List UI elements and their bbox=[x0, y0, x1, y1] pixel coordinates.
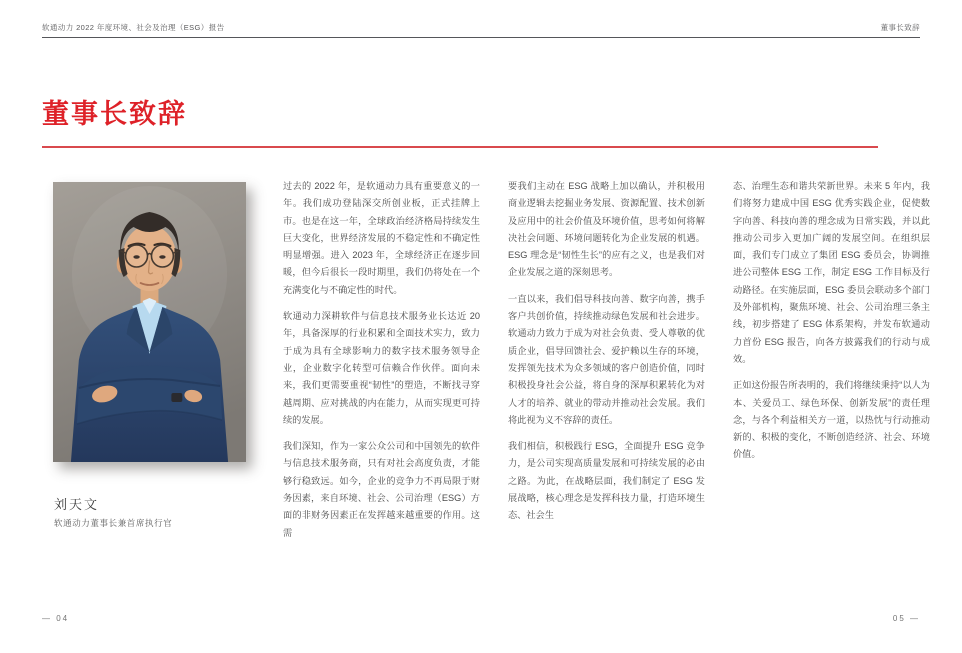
chairman-job-title: 软通动力董事长兼首席执行官 bbox=[54, 518, 173, 528]
paragraph: 正如这份报告所表明的，我们将继续秉持“以人为本、关爱员工、绿色环保、创新发展”的责任理念，与各个利益相关方一道，以热忱与行动推动新的、积极的变化，不断创造经济、社会、环境价值。 bbox=[733, 380, 930, 460]
running-header-section: 董事长致辞 bbox=[880, 23, 920, 32]
chairman-photo bbox=[53, 182, 246, 462]
page-number-right: 05 — bbox=[892, 614, 920, 623]
page-number-left: — 04 bbox=[42, 614, 70, 623]
chairman-name: 刘天文 bbox=[54, 497, 100, 512]
paragraph: 态、治理生态和谐共荣新世界。未来 5 年内，我们将努力建成中国 ESG 优秀实践企业，促使数字向善、科技向善的理念成为日常实践，并以此推动公司步入更加广阔的发展空间。在组织层面，我们专门成立了集团 ESG 委员会，协调推进公司整体 ESG 工作，制定 ESG 工作目标及行动路径。在实施层面，ESG 委员会联动多个部门及外部机构，聚焦环境、社会、公司治理三条主线，初步搭建了 ESG 体系架构，并发布软通动力首份 ESG 报告，向各方披露我们的行动与成效。 bbox=[733, 181, 930, 364]
running-header-report-title: 软通动力 2022 年度环境、社会及治理（ESG）报告 bbox=[42, 23, 225, 32]
paragraph: 过去的 2022 年，是软通动力具有重要意义的一年。我们成功登陆深交所创业板，正式挂牌上市。也是在这一年，全球政治经济格局持续发生巨大变化，世界经济发展的不稳定性和不确定性明显增强。进入 2023 年，全球经济正在逐步回暖，但今后很长一段时期里，我们仍将处在一个充满变化与不确定性的时代。 bbox=[283, 181, 480, 295]
paragraph: 一直以来，我们倡导科技向善、数字向善，携手客户共创价值，持续推动绿色发展和社会进步。软通动力致力于成为对社会负责、受人尊敬的优质企业，倡导回馈社会、爱护赖以生存的环境，发挥领先技术为众多领域的客户创造价值，同时积极投身社会公益，将自身的深厚积累转化为对人才的培养、就业的带动并推动社会发展。我们将此视为义不容辞的责任。 bbox=[508, 293, 705, 425]
body-column-3 bbox=[733, 178, 930, 473]
paragraph: 软通动力深耕软件与信息技术服务业长达近 20 年，具备深厚的行业积累和全面技术实力，致力于成为具有全球影响力的数字技术服务领导企业，企业数字化转型可信赖合作伙伴。面向未来，我们更需要重视“韧性”的塑造，不断找寻穿越周期、应对挑战的内在能力，从而实现更可持续的发展。 bbox=[283, 311, 480, 425]
page-title: 董事长致辞 bbox=[42, 99, 187, 129]
paragraph: 要我们主动在 ESG 战略上加以确认，并积极用商业逻辑去挖掘业务发展、资源配置、技术创新及应用中的社会价值及环境价值，思考如何将解决社会问题、环境问题转化为企业发展的机遇。ESG 理念是“韧性生长”的应有之义，也是我们对企业发展之道的深刻思考。 bbox=[508, 181, 705, 278]
body-column-2 bbox=[508, 178, 705, 534]
title-divider bbox=[42, 146, 878, 148]
body-column-1 bbox=[283, 178, 480, 551]
chairman-portrait-illustration bbox=[53, 182, 246, 462]
paragraph: 我们深知，作为一家公众公司和中国领先的软件与信息技术服务商，只有对社会高度负责，才能够行稳致远。如今，企业的竞争力不再局限于财务因素，来自环境、社会、公司治理（ESG）方面的非财务因素正在发挥越来越重要的作用。这需 bbox=[283, 441, 480, 538]
header-divider bbox=[42, 37, 920, 38]
paragraph: 我们相信，积极践行 ESG，全面提升 ESG 竞争力，是公司实现高质量发展和可持续发展的必由之路。为此，在战略层面，我们制定了 ESG 发展战略，核心理念是发挥科技力量，打造环境生态、社会生 bbox=[508, 441, 705, 521]
